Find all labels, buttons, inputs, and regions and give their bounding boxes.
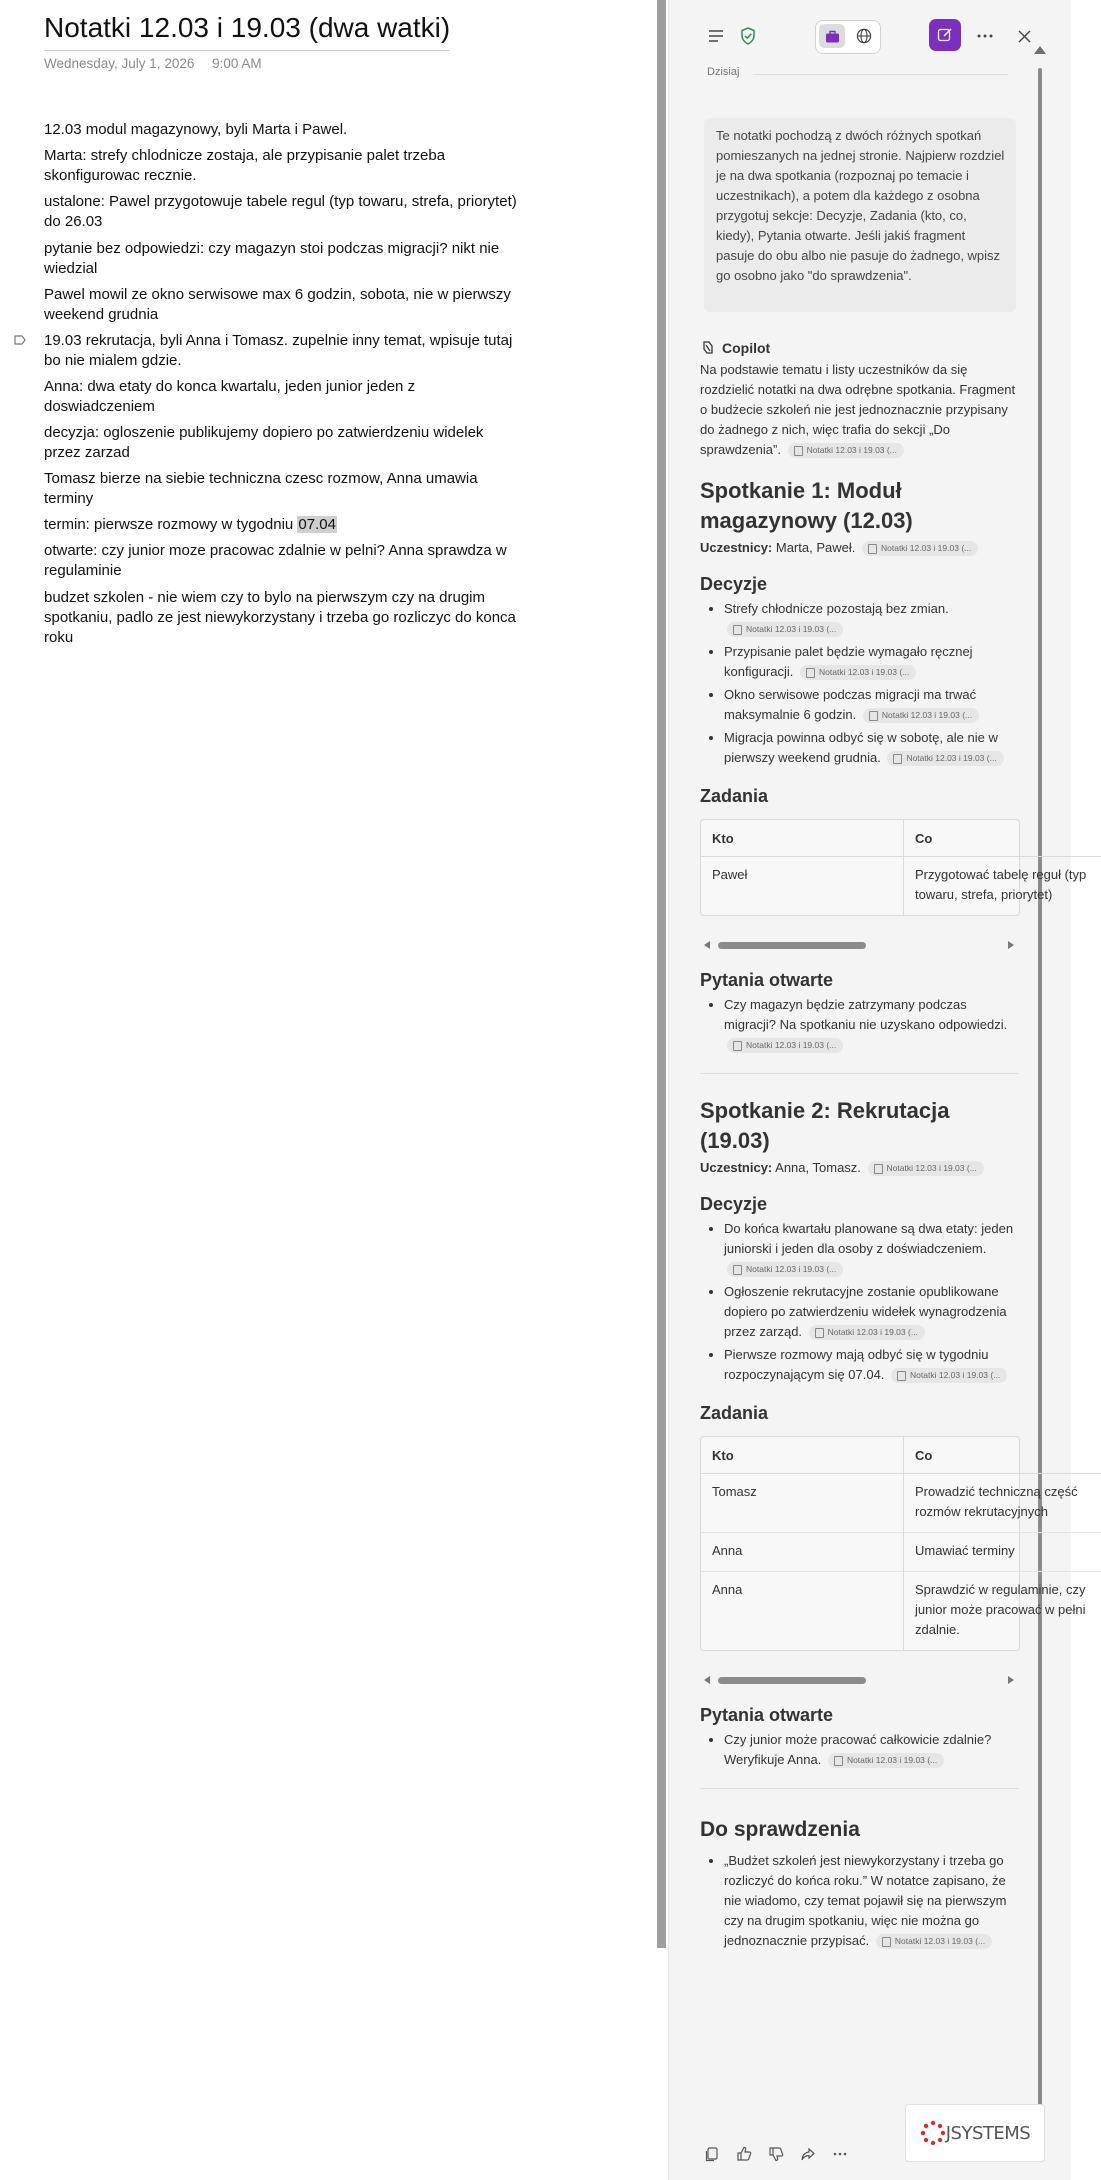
watermark-text: JSYSTEMS (945, 2122, 1031, 2144)
citation-label: Notatki 12.03 i 19.03 (... (906, 753, 997, 764)
list-item-text: Ogłoszenie rekrutacyjne zostanie opublikowane dopiero po zatwierdzeniu widełek wynagrodzenia przez zarząd. (724, 1284, 1007, 1340)
new-chat-button[interactable] (929, 19, 961, 51)
note-line-text: termin: pierwsze rozmowy w tygodniu (44, 516, 298, 533)
decisions-heading: Decyzje (700, 574, 768, 595)
list-item (724, 728, 1018, 768)
more-options-icon[interactable] (971, 22, 999, 50)
note-line[interactable]: otwarte: czy junior moze pracowac zdalnie w pelni? Anna sprawdza w regulaminie (44, 542, 507, 579)
citation-label: Notatki 12.03 i 19.03 (... (881, 710, 973, 721)
document-icon (874, 1164, 883, 1174)
list-item-text: Przypisanie palet będzie wymagało ręcznej konfiguracji. (724, 644, 973, 680)
list-item-text: Do końca kwartału planowane są dwa etaty: jeden juniorski i jeden dla osoby z doświadczeniem. (724, 1221, 1014, 1257)
citation-chip[interactable] (727, 1262, 843, 1277)
participants-names: Anna, Tomasz. (775, 1160, 861, 1176)
table-cell: Anna (701, 1572, 904, 1651)
citation-chip[interactable] (862, 541, 978, 556)
response-actions-bar (700, 2142, 852, 2166)
open-questions-heading: Pytania otwarte (700, 970, 834, 991)
citation-label: Notatki 12.03 i 19.03 (... (819, 667, 910, 678)
document-icon (815, 1328, 824, 1338)
more-actions-icon[interactable] (828, 2142, 852, 2166)
citation-chip[interactable] (727, 1038, 843, 1053)
citation-label: Notatki 12.03 i 19.03 (... (910, 1370, 1001, 1381)
document-icon (733, 1265, 742, 1275)
note-line[interactable]: decyzja: ogloszenie publikujemy dopiero po zatwierdzeniu widelek przez zarzad (44, 424, 484, 461)
col-header-who: Kto (701, 820, 904, 857)
citation-label: Notatki 12.03 i 19.03 (... (894, 1936, 986, 1947)
document-icon (893, 754, 902, 764)
web-globe-icon[interactable] (850, 22, 878, 50)
thumbs-up-icon[interactable] (732, 2142, 756, 2166)
citation-chip[interactable] (887, 751, 1003, 766)
note-line[interactable]: pytanie bez odpowiedzi: czy magazyn stoi podczas migracji? nikt nie wiedzial (44, 240, 500, 277)
citation-chip[interactable] (868, 1161, 984, 1176)
section-divider (700, 1073, 1018, 1074)
col-header-who: Kto (701, 1437, 904, 1474)
participants-label: Uczestnicy: (700, 1160, 773, 1176)
table-cell: Sprawdzić w regulaminie, czy junior może pracować w pełni zdalnie. (904, 1572, 1101, 1651)
menu-icon[interactable] (702, 22, 730, 50)
citation-chip[interactable] (891, 1368, 1007, 1383)
citation-label: Notatki 12.03 i 19.03 (... (746, 1040, 837, 1051)
list-item-text: „Budżet szkoleń jest niewykorzystany i trzeba go rozliczyć do końca roku.” W notatce zapisano, że nie wiadomo, czy temat pojawił się na pierwszym czy na drugim spotkaniu, więc nie można go jednoznacznie przypisać. (724, 1853, 1007, 1949)
document-icon (882, 1937, 891, 1947)
note-line[interactable]: 19.03 rekrutacja, byli Anna i Tomasz. zupelnie inny temat, wpisuje tutaj bo nie mialem gdzie. (44, 332, 513, 369)
open-questions-heading: Pytania otwarte (700, 1705, 834, 1726)
date-separator-line (753, 74, 1008, 75)
citation-chip[interactable] (800, 665, 916, 680)
citation-label: Notatki 12.03 i 19.03 (... (806, 445, 897, 456)
document-icon (869, 711, 878, 721)
scroll-right-arrow-icon[interactable] (1008, 1676, 1014, 1684)
citation-chip[interactable] (788, 443, 904, 458)
document-icon (868, 544, 877, 554)
list-item-text: Okno serwisowe podczas migracji ma trwać maksymalnie 6 godzin. (724, 687, 977, 723)
copilot-header (700, 338, 1018, 358)
list-item (724, 1345, 1018, 1385)
participants-names: Marta, Paweł. (775, 540, 856, 555)
tasks-table (701, 820, 1101, 915)
table-row (701, 1474, 1101, 1533)
citation-chip[interactable] (727, 622, 843, 637)
pane-splitter[interactable] (657, 0, 666, 1948)
document-icon (733, 625, 742, 635)
document-icon (794, 446, 803, 456)
watermark-logo (905, 2104, 1045, 2162)
tasks-table (701, 1437, 1101, 1650)
copy-icon[interactable] (700, 2142, 724, 2166)
tag-marker-icon[interactable] (14, 334, 26, 346)
note-line[interactable]: budzet szkolen - nie wiem czy to bylo na pierwszym czy na drugim spotkaniu, padlo ze jest niewykorzystany i trzeba go rozliczyc do konca roku (44, 589, 516, 646)
note-line[interactable]: 12.03 modul magazynowy, byli Marta i Pawel. (44, 121, 348, 138)
table-cell: Paweł (701, 857, 904, 916)
list-item-text: Strefy chłodnicze pozostają bez zmian. (724, 601, 949, 617)
meeting-1-title: Spotkanie 1: Moduł magazynowy (12.03) (700, 478, 913, 533)
work-briefcase-icon[interactable] (818, 22, 846, 50)
citation-chip[interactable] (828, 1753, 944, 1768)
scroll-right-arrow-icon[interactable] (1008, 941, 1014, 949)
scrollbar-thumb[interactable] (1038, 68, 1042, 2110)
scrollbar-thumb[interactable] (718, 942, 866, 949)
note-line[interactable]: Marta: strefy chlodnicze zostaja, ale przypisanie palet trzeba skonfigurowac recznie. (44, 147, 446, 184)
to-check-heading: Do sprawdzenia (700, 1818, 860, 1842)
meeting-1-participants (700, 540, 1018, 556)
decisions-list (700, 599, 1018, 768)
page-date-day: Wednesday, July 1, 2026 (44, 56, 195, 71)
citation-label: Notatki 12.03 i 19.03 (... (827, 1327, 918, 1338)
scroll-left-arrow-icon[interactable] (704, 1676, 710, 1684)
list-item (724, 995, 1018, 1055)
meeting-2-title: Spotkanie 2: Rekrutacja (19.03) (700, 1098, 950, 1154)
list-item (724, 685, 1018, 725)
section-divider (700, 1788, 1018, 1789)
page-title[interactable]: Notatki 12.03 i 19.03 (dwa watki) (44, 12, 450, 51)
citation-label: Notatki 12.03 i 19.03 (... (746, 624, 837, 635)
share-icon[interactable] (796, 2142, 820, 2166)
table-cell: Anna (701, 1533, 904, 1572)
scrollbar-thumb[interactable] (718, 1677, 866, 1684)
citation-label: Notatki 12.03 i 19.03 (... (746, 1264, 837, 1275)
citation-chip[interactable] (863, 708, 979, 723)
table-horizontal-scrollbar[interactable] (700, 938, 1018, 952)
note-line[interactable]: Anna: dwa etaty do konca kwartalu, jeden junior jeden z doswiadczeniem (44, 378, 416, 415)
table-horizontal-scrollbar[interactable] (700, 1673, 1018, 1687)
list-item (724, 1219, 1018, 1279)
tasks-table-container (700, 1436, 1086, 1651)
scroll-up-arrow-icon[interactable] (1034, 46, 1046, 54)
participants-label: Uczestnicy: (700, 540, 773, 555)
note-line[interactable]: ustalone: Pawel przygotowuje tabele regul (typ towaru, strefa, priorytet) do 26.03 (44, 193, 517, 230)
table-cell: Przygotować tabelę reguł (typ towaru, strefa, priorytet) (904, 857, 1101, 916)
list-item (724, 642, 1018, 682)
compose-icon (937, 27, 953, 43)
table-row (701, 857, 1101, 916)
highlighted-date: 07.04 (298, 516, 336, 533)
tasks-table-container (700, 819, 1087, 916)
shield-check-icon[interactable] (734, 22, 762, 50)
table-cell: Umawiać terminy (904, 1533, 1101, 1572)
list-item (724, 599, 1018, 639)
note-line[interactable]: Tomasz bierze na siebie techniczna czesc rozmow, Anna umawia terminy (44, 470, 478, 507)
copilot-name: Copilot (722, 340, 771, 356)
open-questions-list (700, 995, 1018, 1055)
copilot-response (700, 338, 1087, 1954)
list-item-text: Czy magazyn będzie zatrzymany podczas migracji? Na spotkaniu nie uzyskano odpowiedzi. (724, 997, 1008, 1033)
col-header-what: Co (904, 1437, 1101, 1474)
citation-chip[interactable] (809, 1325, 925, 1340)
document-icon (834, 1756, 843, 1766)
list-item (724, 1730, 1018, 1770)
list-item (724, 1282, 1018, 1342)
page-date (44, 56, 276, 71)
document-icon (733, 1041, 742, 1051)
document-icon (806, 668, 815, 678)
note-line[interactable]: Pawel mowil ze okno serwisowe max 6 godzin, sobota, nie w pierwszy weekend grudnia (44, 286, 511, 323)
table-cell: Tomasz (701, 1474, 904, 1533)
table-cell: Prowadzić techniczną część rozmów rekrutacyjnych (904, 1474, 1101, 1533)
col-header-what: Co (904, 820, 1101, 857)
list-item-text: Migracja powinna odbyć się w sobotę, ale nie w pierwszy weekend grudnia. (724, 730, 998, 766)
list-item-text: Pierwsze rozmowy mają odbyć się w tygodniu rozpoczynającym się 07.04. (724, 1347, 989, 1383)
copilot-logo-icon (700, 340, 716, 356)
list-item-text: Czy junior może pracować całkowicie zdalnie? Weryfikuje Anna. (724, 1732, 992, 1768)
tasks-heading: Zadania (700, 786, 769, 807)
thumbs-down-icon[interactable] (764, 2142, 788, 2166)
citation-label: Notatki 12.03 i 19.03 (... (886, 1163, 977, 1174)
user-prompt-text: Te notatki pochodzą z dwóch różnych spotkań pomieszanych na jednej stronie. Najpierw rozdziel je na dwa spotkania (rozpoznaj po temacie i uczestnikach), a potem dla każdego z osobna przygotuj sekcje: Decyzje, Zadania (kto, co, kiedy), Pytania otwarte. Jeśli jakiś fragment pasuje do obu albo nie pasuje do żadnego, wpisz go osobno jako "do sprawdzenia". (716, 128, 1005, 283)
list-item (724, 1851, 1018, 1951)
open-questions-list (700, 1730, 1018, 1770)
date-separator-label: Dzisiaj (707, 66, 740, 78)
citation-chip[interactable] (876, 1934, 992, 1949)
table-row (701, 1572, 1101, 1651)
meeting-2-participants (700, 1160, 1018, 1176)
note-line-deadline[interactable] (44, 515, 524, 535)
citation-label: Notatki 12.03 i 19.03 (... (880, 543, 972, 554)
tasks-heading: Zadania (700, 1403, 769, 1424)
table-row (701, 1533, 1101, 1572)
decisions-list (700, 1219, 1018, 1385)
response-intro-text: Na podstawie tematu i listy uczestników da się rozdzielić notatki na dwa odrębne spotkania. Fragment o budżecie szkoleń nie jest jednoznacznie przypisany do żadnego z nich, więc trafia do sekcji „Do sprawdzenia”. (700, 362, 1016, 457)
document-icon (897, 1371, 906, 1381)
citation-label: Notatki 12.03 i 19.03 (... (846, 1755, 938, 1766)
to-check-list (700, 1851, 1018, 1951)
logo-mark-icon (920, 2120, 946, 2146)
scroll-left-arrow-icon[interactable] (704, 941, 710, 949)
decisions-heading: Decyzje (700, 1194, 768, 1215)
response-intro (700, 360, 1018, 460)
page-date-time: 9:00 AM (212, 56, 262, 71)
